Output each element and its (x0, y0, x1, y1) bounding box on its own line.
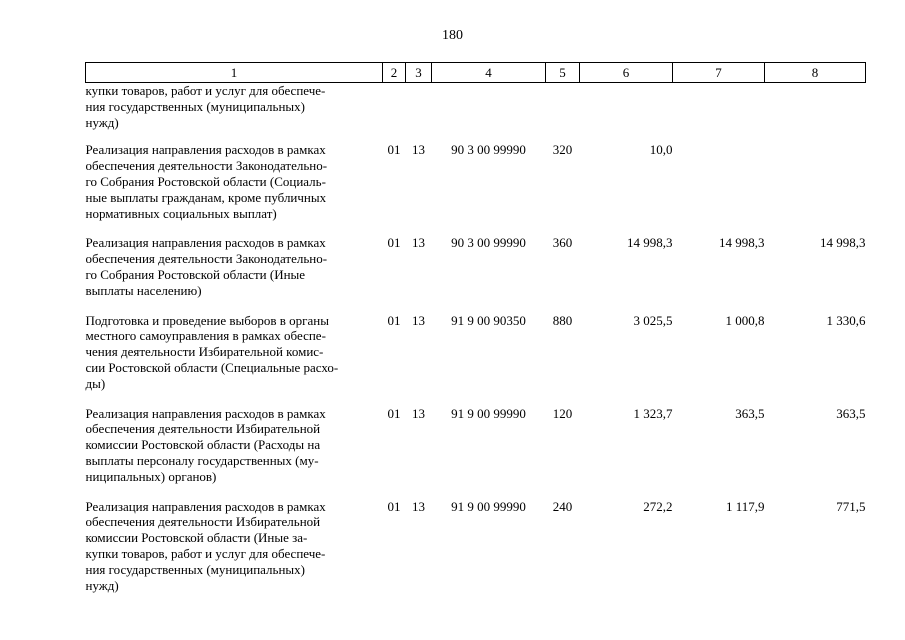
description-line: ниципальных) органов) (85, 468, 217, 484)
amount-col-7 (673, 142, 765, 235)
amount-col-8 (765, 83, 866, 143)
description-line: комиссии Ростовской области (Иные за- (85, 530, 308, 546)
amount-col-6: 10,0 (649, 142, 673, 158)
description-line: купки товаров, работ и услуг для обеспече- (85, 83, 326, 98)
description-line: обеспечения деятельности Законодательно- (85, 158, 328, 174)
amount-col-8: 14 998,3 (820, 235, 866, 251)
column-header-2: 2 (383, 63, 406, 83)
column-header-3: 3 (406, 63, 432, 83)
table-row (86, 142, 866, 235)
description-line: местного самоуправления в рамках обеспе- (85, 328, 326, 344)
expense-type-code: 240 (552, 498, 573, 514)
description-line: Подготовка и проведение выборов в органы (85, 312, 329, 328)
description-line: обеспечения деятельности Избирательной (85, 421, 321, 437)
expense-type-code: 360 (552, 235, 573, 251)
column-header-5: 5 (546, 63, 580, 83)
page-number: 180 (442, 28, 463, 43)
column-header-7: 7 (673, 63, 765, 83)
subsection-code (406, 83, 432, 143)
target-article-code: 90 3 00 99990 (451, 142, 526, 158)
column-header-6: 6 (580, 63, 673, 83)
description-line: ния государственных (муниципальных) (85, 561, 305, 577)
amount-col-6: 14 998,3 (627, 235, 673, 251)
table-row (86, 235, 866, 312)
row-description (86, 235, 383, 312)
section-code: 01 (387, 498, 401, 514)
description-line: выплаты населению) (85, 282, 202, 298)
amount-col-7 (673, 83, 765, 143)
description-line: купки товаров, работ и услуг для обеспече- (85, 545, 326, 561)
amount-col-6: 1 323,7 (633, 405, 673, 421)
table-row (86, 406, 866, 499)
section-code (383, 83, 406, 143)
subsection-code: 13 (412, 312, 425, 328)
amount-col-6: 272,2 (643, 498, 673, 514)
subsection-code: 13 (412, 142, 425, 158)
description-line: обеспечения деятельности Избирательной (85, 514, 321, 530)
description-line: выплаты персоналу государственных (му- (85, 452, 319, 468)
header-row (86, 63, 866, 83)
column-header-1: 1 (86, 63, 383, 83)
subsection-code: 13 (412, 405, 425, 421)
description-line: нужд) (85, 577, 119, 593)
amount-col-8: 363,5 (836, 405, 866, 421)
description-line: Реализация направления расходов в рамках (85, 142, 326, 158)
description-line: нужд) (85, 114, 119, 130)
amount-col-6: 3 025,5 (633, 312, 673, 328)
description-line: комиссии Ростовской области (Расходы на (85, 437, 321, 453)
amount-col-8 (765, 142, 866, 235)
row-description (86, 499, 383, 608)
row-description (86, 83, 383, 143)
amount-col-7: 363,5 (735, 405, 765, 421)
table-row (86, 499, 866, 608)
description-line: ния государственных (муниципальных) (85, 98, 305, 114)
section-code: 01 (387, 312, 401, 328)
expense-type-code (546, 83, 580, 143)
description-line: ды) (85, 375, 106, 391)
target-article-code: 91 9 00 90350 (451, 312, 526, 328)
description-line: сии Ростовской области (Специальные расхо- (85, 359, 339, 375)
budget-table (85, 62, 866, 607)
target-article-code: 90 3 00 99990 (451, 235, 526, 251)
amount-col-7: 1 000,8 (725, 312, 765, 328)
section-code: 01 (387, 235, 401, 251)
expense-type-code: 880 (552, 312, 573, 328)
table-body (86, 83, 866, 608)
expense-type-code: 120 (552, 405, 573, 421)
column-header-4: 4 (432, 63, 546, 83)
row-description (86, 313, 383, 406)
column-header-8: 8 (765, 63, 866, 83)
description-line: Реализация направления расходов в рамках (85, 235, 326, 251)
table-row (86, 83, 866, 143)
amount-col-7: 14 998,3 (719, 235, 765, 251)
amount-col-8: 1 330,6 (826, 312, 866, 328)
row-description (86, 142, 383, 235)
expense-type-code: 320 (552, 142, 573, 158)
amount-col-8: 771,5 (836, 498, 866, 514)
subsection-code: 13 (412, 235, 425, 251)
amount-col-7: 1 117,9 (725, 498, 765, 514)
description-line: обеспечения деятельности Законодательно- (85, 251, 328, 267)
description-line: чения деятельности Избирательной комис- (85, 344, 324, 360)
subsection-code: 13 (412, 498, 425, 514)
table-row (86, 313, 866, 406)
target-article-code: 91 9 00 99990 (451, 498, 526, 514)
target-article-code: 91 9 00 99990 (451, 405, 526, 421)
description-line: го Собрания Ростовской области (Социаль- (85, 173, 326, 189)
description-line: ные выплаты гражданам, кроме публичных (85, 189, 327, 205)
description-line: Реализация направления расходов в рамках (85, 498, 326, 514)
row-description (86, 406, 383, 499)
amount-col-6 (580, 83, 673, 143)
description-line: нормативных социальных выплат) (85, 205, 277, 221)
section-code: 01 (387, 142, 401, 158)
description-line: Реализация направления расходов в рамках (85, 405, 326, 421)
description-line: го Собрания Ростовской области (Иные (85, 266, 306, 282)
target-article-code (432, 83, 546, 143)
section-code: 01 (387, 405, 401, 421)
